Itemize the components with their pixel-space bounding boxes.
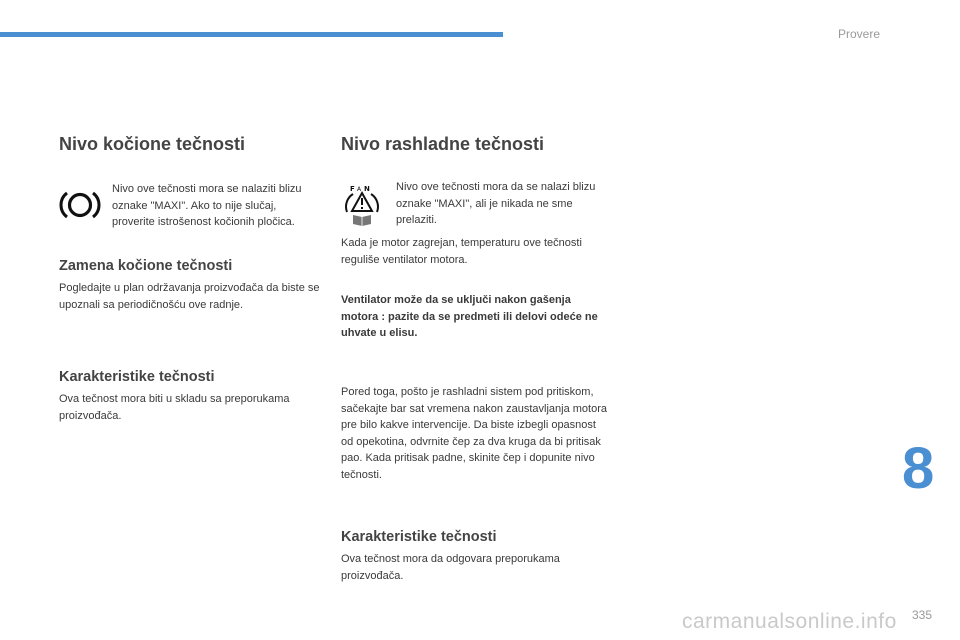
brake-fluid-change-title: Zamena kočione tečnosti — [59, 258, 233, 274]
coolant-intro: Nivo ove tečnosti mora da se nalazi blizu oznake "MAXI", ali je nikada ne sme prelaziti. — [396, 181, 596, 226]
brake-fluid-title: Nivo kočione tečnosti — [59, 134, 246, 154]
coolant-title: Nivo rashladne tečnosti — [341, 134, 545, 154]
brake-fluid-change-text: Pogledajte u plan održavanja proizvođača da biste se upoznali sa periodičnošću ove radnje. — [59, 282, 320, 311]
brake-fluid-intro: Nivo ove tečnosti mora se nalaziti blizu oznake "MAXI". Ako to nije slučaj, proverite istrošenost kočionih pločica. — [112, 183, 302, 228]
fan-warning-manual-icon — [340, 182, 384, 226]
coolant-pressure-text: Pored toga, pošto je rashladni sistem pod pritiskom, sačekajte bar sat vremena nakon zaustavljanja motora pre bilo kakve intervencije. Da biste izbegli opasnost od opekotina, odvrnite čep za dva kruga da bi pritisak pao. Kada pritisak padne, skinite čep i dopunite nivo tečnosti. — [341, 386, 607, 481]
coolant-fan-warning: Ventilator može da se uključi nakon gašenja motora : pazite da se predmeti ili delovi odeće ne uhvate u elisu. — [341, 294, 598, 339]
section-label: Provere — [838, 27, 881, 41]
coolant-spec-text: Ova tečnost mora da odgovara preporukama proizvođača. — [341, 553, 560, 582]
brake-fluid-spec-text: Ova tečnost mora biti u skladu sa preporukama proizvođača. — [59, 393, 290, 422]
coolant-spec-title: Karakteristike tečnosti — [341, 529, 497, 545]
watermark: carmanualsonline.info — [682, 610, 897, 633]
chapter-number: 8 — [902, 436, 935, 501]
svg-text:A: A — [357, 186, 362, 193]
brake-fluid-spec-title: Karakteristike tečnosti — [59, 369, 215, 385]
svg-text:F: F — [350, 185, 355, 193]
header-accent-bar — [0, 32, 503, 37]
svg-text:N: N — [364, 185, 370, 193]
brake-warning-icon — [59, 188, 101, 222]
page-number: 335 — [912, 608, 933, 622]
coolant-hot-text: Kada je motor zagrejan, temperaturu ove tečnosti reguliše ventilator motora. — [341, 237, 582, 266]
